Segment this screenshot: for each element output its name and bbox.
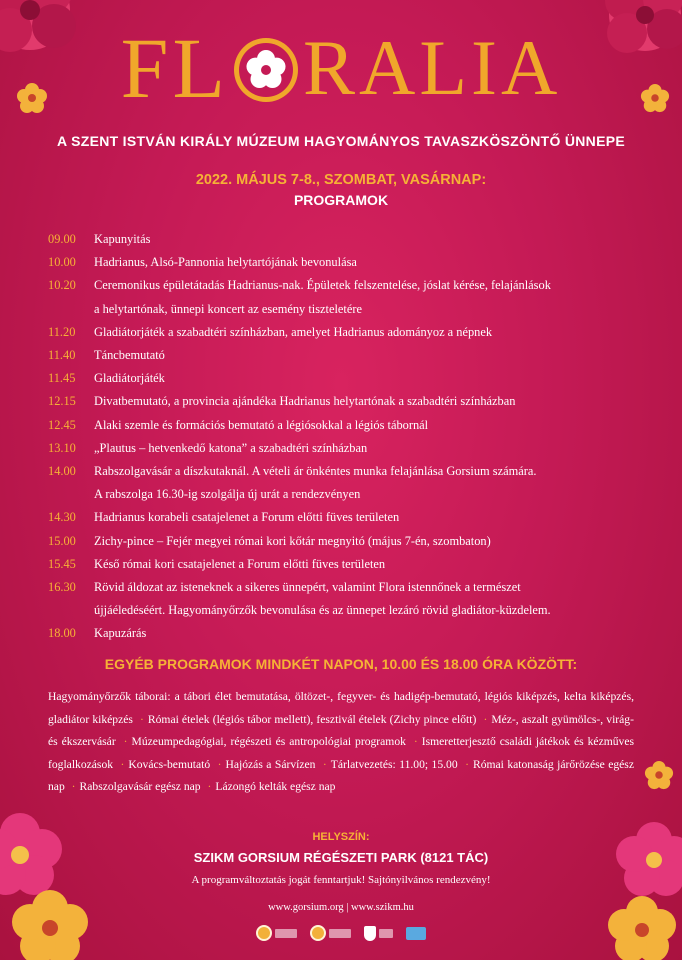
schedule-description: Rövid áldozat az isteneknek a sikeres ünnepért, valamint Flora istennőnek a természet: [94, 580, 521, 595]
schedule-description: Alaki szemle és formációs bemutató a légiósokkal a légiós tábornál: [94, 417, 429, 432]
schedule-row: [48, 483, 648, 506]
schedule-time: 11.45: [48, 371, 76, 386]
schedule-row: [48, 251, 648, 274]
bullet-separator: ·: [322, 757, 327, 771]
bullet-separator: ·: [207, 780, 212, 793]
schedule-time: 13.10: [48, 440, 76, 455]
schedule-description: Gladiátorjáték a szabadtéri színházban, amelyet Hadrianus adományoz a népnek: [94, 324, 493, 339]
schedule-time: [48, 483, 94, 506]
poster-title: [120, 20, 562, 116]
schedule-row: [48, 599, 648, 622]
schedule-time: 15.45: [48, 556, 76, 571]
other-program-item: Méz-, aszalt gyümölcs-, virág- és ékszervásár: [48, 712, 634, 748]
schedule-list: [48, 228, 648, 646]
schedule-row: [48, 460, 648, 483]
other-program-item: Kovács-bemutató: [128, 757, 211, 771]
bullet-separator: ·: [483, 712, 488, 726]
location-label: HELYSZÍN:: [312, 831, 370, 843]
bullet-separator: ·: [217, 757, 222, 771]
schedule-row: [48, 506, 648, 529]
schedule-description: „Plautus – hetvenkedő katona” a szabadtéri színházban: [94, 440, 368, 455]
schedule-description: Ceremonikus épületátadás Hadrianus-nak. Épületek felszentelése, jóslat kérése, felajánlások: [94, 278, 551, 293]
schedule-time: 12.45: [48, 417, 76, 432]
schedule-row: [48, 437, 648, 460]
website-links[interactable]: www.gorsium.org | www.szikm.hu: [268, 902, 414, 913]
schedule-time: 16.30: [48, 580, 76, 595]
schedule-row: [48, 228, 648, 251]
notice: A programváltoztatás jogát fenntartjuk! Sajtónyilvános rendezvény!: [191, 874, 491, 886]
bullet-separator: ·: [120, 757, 125, 771]
other-program-item: Múzeumpedagógiai, régészeti és antropológiai programok: [131, 735, 406, 748]
coat-of-arms-logo: [364, 924, 393, 942]
schedule-description: Rabszolgavásár a díszkutaknál. A vételi ár önkéntes munka felajánlása Gorsium számára.: [94, 464, 537, 479]
schedule-description: Divatbemutató, a provincia ajándéka Hadrianus helytartónak a szabadtéri színházban: [94, 394, 516, 409]
partner-logo: [406, 924, 426, 942]
schedule-time: 10.00: [48, 255, 76, 270]
bullet-separator: ·: [123, 735, 128, 748]
schedule-description: Késő római kori csatajelenet a Forum előtti füves területen: [94, 556, 386, 571]
schedule-row: [48, 622, 648, 645]
schedule-row: [48, 414, 648, 437]
schedule-row: [48, 553, 648, 576]
other-program-item: Lázongó kelták egész nap: [215, 780, 336, 793]
other-program-item: Rabszolgavásár egész nap: [79, 780, 201, 793]
schedule-row: [48, 367, 648, 390]
schedule-time: 11.40: [48, 348, 76, 363]
schedule-time: 11.20: [48, 324, 76, 339]
other-program-item: Római ételek (légiós tábor mellett), fesztivál ételek (Zichy pince előtt): [147, 712, 477, 726]
schedule-description: Gladiátorjáték: [94, 371, 165, 386]
bullet-separator: ·: [413, 735, 418, 748]
bullet-separator: ·: [140, 712, 144, 726]
schedule-row: [48, 298, 648, 321]
sponsor-logos: [256, 922, 426, 944]
other-program-item: Hagyományőrzők táborai: a tábori élet bemutatása, öltözet-, fegyver- és hadigép-bemutató, légiós kiképzés, kelta kiképzés, gladiátor kiképzés: [48, 690, 634, 726]
event-date: 2022. MÁJUS 7-8., SZOMBAT, VASÁRNAP:: [195, 172, 487, 188]
schedule-description: Táncbemutató: [94, 348, 165, 363]
other-programs-text: [48, 686, 634, 799]
schedule-time: [48, 298, 94, 321]
schedule-row: [48, 274, 648, 297]
museum-seal-logo: [256, 924, 297, 942]
flower-gold-right-mid-icon: [644, 760, 674, 790]
schedule-description: Kapunyitás: [94, 232, 151, 246]
schedule-time: 12.15: [48, 394, 76, 409]
subtitle: A SZENT ISTVÁN KIRÁLY MÚZEUM HAGYOMÁNYOS TAVASZKÖSZÖNTŐ ÜNNEPE: [57, 133, 625, 149]
schedule-description: A rabszolga 16.30-ig szolgálja új urát a rendezvényen: [94, 487, 361, 502]
schedule-description: Kapuzárás: [94, 626, 147, 641]
other-program-item: Római katonaság járőrözése egész nap: [48, 757, 634, 793]
other-program-item: Ismeretterjesztő családi játékok és kézműves foglalkozások: [48, 735, 634, 771]
bullet-separator: ·: [465, 757, 469, 771]
schedule-description: Hadrianus korabeli csatajelenet a Forum előtti füves területen: [94, 510, 400, 525]
schedule-time: 10.20: [48, 278, 76, 293]
schedule-row: [48, 390, 648, 413]
schedule-description: Hadrianus, Alsó-Pannonia helytartójának bevonulása: [94, 255, 357, 270]
schedule-row: [48, 530, 648, 553]
gorsium-logo: [310, 924, 351, 942]
schedule-row: [48, 576, 648, 599]
schedule-time: 14.30: [48, 510, 76, 525]
other-program-item: Hajózás a Sárvízen: [225, 757, 316, 771]
title-block: [0, 20, 682, 116]
title-first-letters: FL: [120, 20, 230, 116]
schedule-description: újjáéledéséért. Hagyományőrzők bevonulása és az ünnepet lezáró rövid gladiátor-küzdelem.: [94, 603, 551, 618]
schedule-time: 15.00: [48, 533, 76, 548]
schedule-time: [48, 599, 94, 622]
title-o-flower-icon: [233, 37, 299, 103]
title-text-source: [561, 28, 562, 29]
location: SZIKM GORSIUM RÉGÉSZETI PARK (8121 TÁC): [193, 850, 489, 865]
schedule-time: 09.00: [48, 232, 76, 246]
programs-heading: PROGRAMOK: [293, 192, 389, 208]
schedule-row: [48, 321, 648, 344]
schedule-time: 18.00: [48, 626, 76, 641]
bullet-separator: ·: [71, 780, 76, 793]
other-programs-heading: EGYÉB PROGRAMOK MINDKÉT NAPON, 10.00 ÉS 18.00 ÓRA KÖZÖTT:: [104, 656, 578, 672]
schedule-row: [48, 344, 648, 367]
schedule-time: 14.00: [48, 464, 76, 479]
schedule-description: a helytartónak, ünnepi koncert az esemény tiszteletére: [94, 301, 362, 316]
schedule-description: Zichy-pince – Fejér megyei római kori kőtár megnyitó (május 7-én, szombaton): [94, 533, 491, 548]
other-program-item: Tárlatvezetés: 11.00; 15.00: [330, 757, 458, 771]
title-rest: RALIA: [303, 24, 562, 111]
